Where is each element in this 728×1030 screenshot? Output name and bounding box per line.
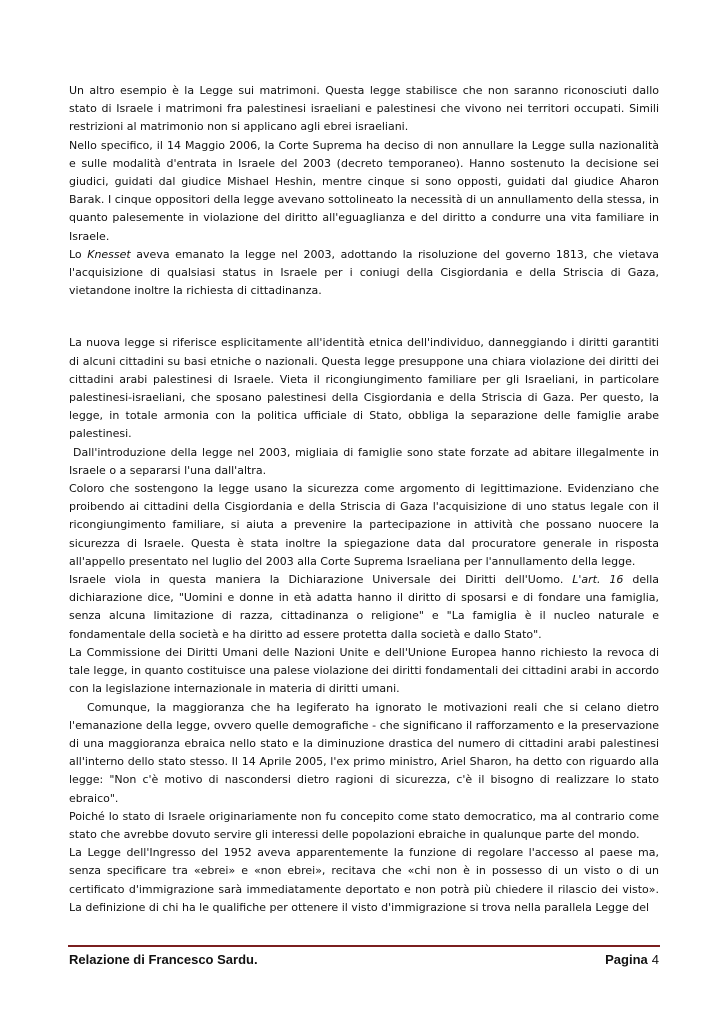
paragraph-un-commission: La Commissione dei Diritti Umani delle Nazioni Unite e dell'Unione Europea hanno richiesto la revoca di tale legge, in quanto costituisce una palese violazione dei diritti fondamentali dei cittadini arabi in accordo con la legislazione internazionale in materia di diritti umani. <box>69 645 659 696</box>
paragraph-knesset <box>69 246 659 301</box>
knesset-post: aveva emanato la legge nel 2003, adottando la risoluzione del governo 1813, che vietava l'acquisizione di qualsiasi status in Israele per i coniugi della Cisgiordania e della Striscia di Gaza, vietandone inoltre la richiesta di cittadinanza. <box>69 247 659 298</box>
paragraph-gap <box>69 300 659 334</box>
page-indicator <box>605 952 659 967</box>
page-label: Pagina <box>605 952 648 967</box>
paragraph-marriage-law: Un altro esempio è la Legge sui matrimoni. Questa legge stabilisce che non saranno riconosciuti dallo stato di Israele i matrimoni fra palestinesi israeliani e palestinesi che vivono nei territori occupati. Simili restrizioni al matrimonio non si applicano agli ebrei israeliani. <box>69 84 659 134</box>
paragraph-security: Coloro che sostengono la legge usano la sicurezza come argomento di legittimazione. Evidenziano che proibendo ai cittadini della Cisgiordania e della Striscia di Gaza l'acquisizione di uno status legale con il ricongiungimento familiare, si aiuta a prevenire la partecipazione in attività che possano nuocere la sicurezza di Israele. Questa è stata inoltre la spiegazione data dal procuratore generale in risposta all'appello presentato nel luglio del 2003 alla Corte Suprema Israeliana per l'annullamento della legge. <box>69 482 659 568</box>
paragraph-new-law: La nuova legge si riferisce esplicitamente all'identità etnica dell'individuo, danneggiando i diritti garantiti di alcuni cittadini su basi etniche o nazionali. Questa legge presuppone una chiara violazione dei diritti dei cittadini arabi palestinesi di Israele. Vieta il ricongiungimento familiare per gli Israeliani, in particolare palestinesi-israeliani, che sposano palestinesi della Cisgiordania e della Striscia di Gaza. Per questo, la legge, in totale armonia con la politica ufficiale di Stato, obbliga la separazione delle famiglie arabe palestinesi. <box>69 336 659 441</box>
document-body <box>69 82 659 917</box>
knesset-term: Knesset <box>87 247 131 261</box>
page-footer <box>69 952 659 967</box>
footer-rule <box>68 945 660 947</box>
page-number: 4 <box>651 952 659 967</box>
footer-title: Relazione di Francesco Sardu. <box>69 952 258 967</box>
paragraph-demographics: Comunque, la maggioranza che ha legiferato ha ignorato le motivazioni reali che si celano dietro l'emanazione della legge, ovvero quelle demografiche - che significano il rafforzamento e la preservazione di una maggioranza ebraica nello stato e la diminuzione drastica del numero di cittadini arabi palestinesi all'interno dello stato stesso. Il 14 Aprile 2005, l'ex primo ministro, Ariel Sharon, ha detto con riguardo alla legge: "Non c'è motivo di nascondersi dietro ragioni di sicurezza, c'è il bisogno di realizzare lo stato ebraico". <box>69 700 659 805</box>
declaration-pre: Israele viola in questa maniera la Dichiarazione Universale dei Diritti dell'Uomo. <box>69 573 573 587</box>
declaration-article: L'art. 16 <box>572 573 624 587</box>
knesset-pre: Lo <box>69 247 88 261</box>
paragraph-families: Dall'introduzione della legge nel 2003, migliaia di famiglie sono state forzate ad abitare illegalmente in Israele o a separarsi l'una dall'altra. <box>69 445 659 477</box>
paragraph-supreme-court: Nello specifico, il 14 Maggio 2006, la Corte Suprema ha deciso di non annullare la Legge sulla nazionalità e sulle modalità d'entrata in Israele del 2003 (decreto temporaneo). Hanno sostenuto la decisione sei giudici, guidati dal giudice Mishael Heshin, mentre cinque si sono opposti, guidati dal giudice Aharon Barak. I cinque oppositori della legge avevano sottolineato la necessità di un annullamento della stessa, in quanto palesemente in violazione del diritto all'eguaglianza e del diritto a condurre una vita familiare in Israele. <box>69 138 659 243</box>
paragraph-declaration <box>69 571 659 644</box>
paragraph-state-origin: Poiché lo stato di Israele originariamente non fu concepito come stato democratico, ma al contrario come stato che avrebbe dovuto servire gli interessi delle popolazioni ebraiche in qualunque parte del mondo. <box>69 809 659 841</box>
declaration-post: della dichiarazione dice, "Uomini e donne in età adatta hanno il diritto di sposarsi e di fondare una famiglia, senza alcuna limitazione di razza, cittadinanza o religione" e "La famiglia è il nucleo naturale e fondamentale della società e ha diritto ad essere protetta dalla società e dallo Stato". <box>69 573 659 641</box>
paragraph-entry-law: La Legge dell'Ingresso del 1952 aveva apparentemente la funzione di regolare l'accesso al paese ma, senza specificare tra «ebrei» e «non ebrei», recitava che «chi non è in possesso di un visto o di un certificato d'immigrazione sarà immediatamente deportato e non potrà più chiedere il rilascio dei visto». La definizione di chi ha le qualifiche per ottenere il visto d'immigrazione si trova nella parallela Legge del <box>69 846 659 914</box>
